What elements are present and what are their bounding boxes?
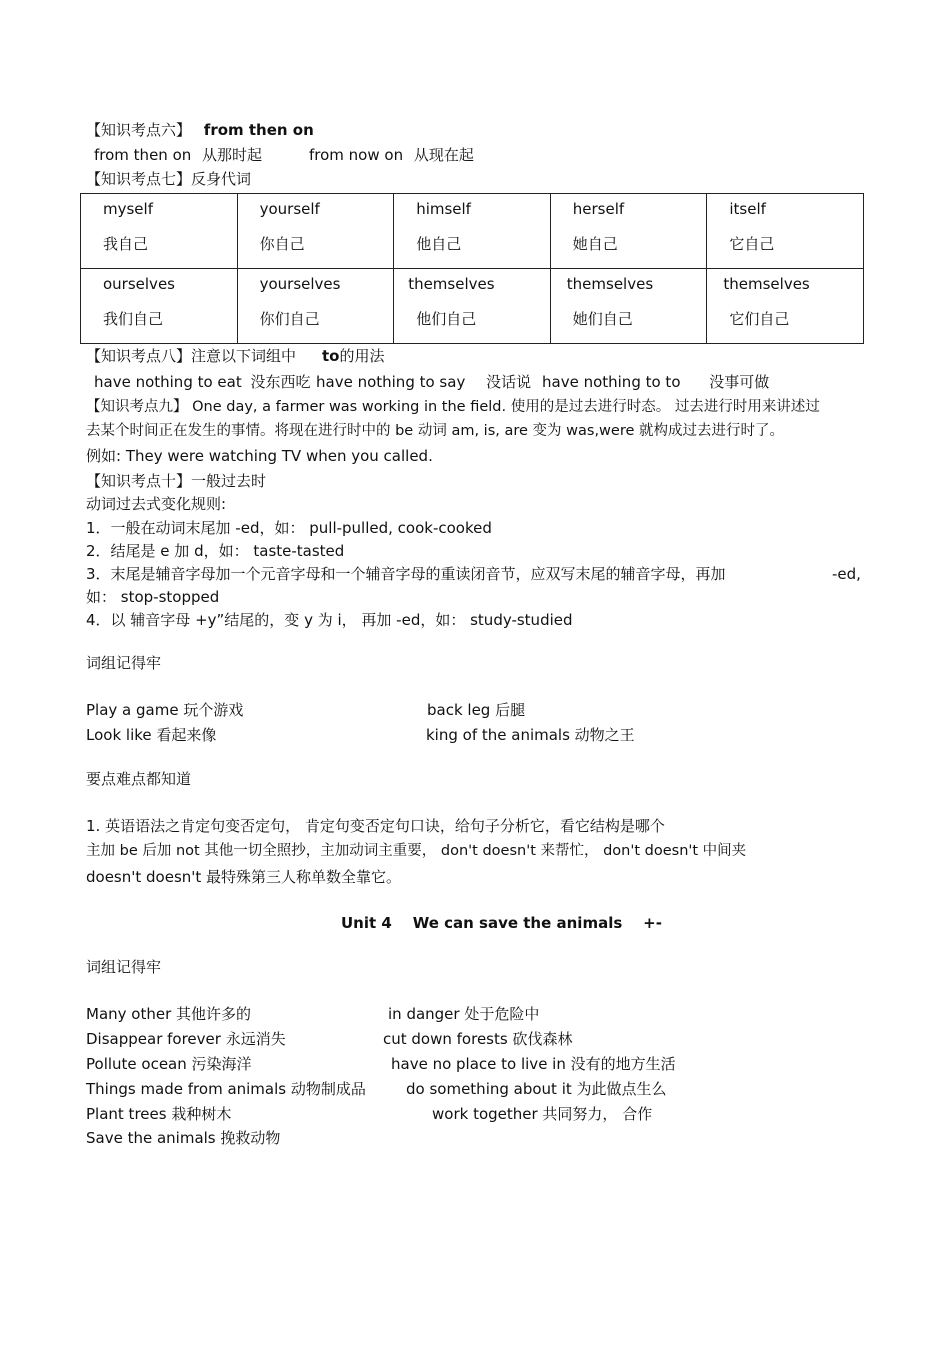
table-cell [550,269,707,344]
table-cell [81,269,238,344]
keypoints-line-1: 1. 英语语法之肯定句变否定句， 肯定句变否定句口诀，给句子分析它，看它结构是哪个 [86,817,665,835]
pronoun-zh: 你自己 [259,235,305,253]
k6-line [94,145,262,165]
k8-p1-en: have nothing to eat [94,373,242,391]
k8-head: 【知识考点八】注意以下词组中 [86,347,297,365]
table-cell [707,194,864,269]
pronoun-en: ourselves [103,275,175,293]
k8-tail: 的用法 [339,347,385,365]
k10-rule-1: 1．一般在动词末尾加 -ed，如： pull-pulled, cook-cooked [86,519,492,537]
k10-rule-2: 2．结尾是 e 加 d，如： taste-tasted [86,542,345,560]
k8-to: to [322,347,340,365]
phrase-right: do something about it 为此做点生么 [406,1080,667,1098]
k10-rule-3: 3．末尾是辅音字母加一个元音字母和一个辅音字母的重读闭音节，应双写末尾的辅音字母，再加 [86,565,726,583]
k8-p3-en: have nothing to to [542,373,681,391]
k6-head: 【知识考点六】 [86,121,192,139]
keypoints-title: 要点难点都知道 [86,770,192,788]
pronoun-en: themselves [408,275,495,293]
k7-heading: 【知识考点七】反身代词 [86,170,252,188]
k8-p1-zh: 没东西吃 [250,373,311,391]
phrase-left: Things made from animals 动物制成品 [86,1080,366,1098]
phrase-left: Disappear forever 永远消失 [86,1030,286,1048]
pronoun-zh: 你们自己 [259,310,320,328]
k9-line-1: 【知识考点九】 One day, a farmer was working in the field. 使用的是过去进行时态。 过去进行时用来讲述过 [86,399,820,415]
k8-heading [86,346,385,366]
phrase-right: have no place to live in 没有的地方生活 [391,1055,676,1073]
table-cell [237,194,394,269]
pronoun-en: themselves [723,275,810,293]
pronoun-zh: 他自己 [416,235,462,253]
k9-line-3: 例如: They were watching TV when you called. [86,447,433,465]
table-cell [707,269,864,344]
k8-phrase-3 [542,372,769,392]
pronoun-en: myself [103,200,153,218]
phrase-left: Look like 看起来像 [86,726,217,744]
pronoun-en: herself [572,200,625,218]
k6-phrase-a-en: from then on [94,146,192,164]
phrase-left: Save the animals 挽救动物 [86,1129,281,1147]
phrase-left: Pollute ocean 污染海洋 [86,1055,252,1073]
table-row [81,269,864,344]
phrase-right: in danger 处于危险中 [388,1005,540,1023]
k8-p2-en: have nothing to say [316,373,466,391]
pronoun-zh: 它们自己 [729,310,790,328]
k8-phrase-1 [94,372,311,392]
table-cell [394,194,551,269]
k6-phrase-b-en: from now on [309,146,404,164]
pronoun-zh: 我们自己 [103,310,164,328]
k10-rules-title: 动词过去式变化规则: [86,495,227,513]
unit-title: Unit 4 We can save the animals +- [341,914,662,932]
phrase-left: Play a game 玩个游戏 [86,701,244,719]
phrase-left: Many other 其他许多的 [86,1005,252,1023]
table-cell [550,194,707,269]
pronoun-en: yourself [259,200,320,218]
k10-rule-3-suffix: -ed, [832,565,861,583]
k9-line-2: 去某个时间正在发生的事情。将现在进行时中的 be 动词 am, is, are 变为 was,were 就构成过去进行时了。 [86,423,785,439]
k8-p3-zh: 没事可做 [709,373,770,391]
k6-phrase-a-zh: 从那时起 [202,146,263,164]
k8-phrase-2 [316,372,531,392]
k10-rule-3-example: 如： stop-stopped [86,588,220,606]
table-cell [81,194,238,269]
phrase-right: cut down forests 砍伐森林 [383,1030,573,1048]
pronoun-zh: 她们自己 [572,310,633,328]
phrases-title: 词组记得牢 [86,654,162,672]
table-cell [237,269,394,344]
phrase-right: back leg 后腿 [427,701,526,719]
pronoun-en: yourselves [259,275,341,293]
k10-rule-4: 4．以 辅音字母 +y”结尾的，变 y 为 i， 再加 -ed，如： study-studied [86,611,573,629]
pronoun-en: himself [416,200,471,218]
phrase-right: work together 共同努力， 合作 [432,1105,653,1123]
keypoints-line-3: doesn't doesn't 最特殊第三人称单数全靠它。 [86,868,402,886]
pronoun-en: themselves [566,275,654,293]
keypoints-line-2: 主加 be 后加 not 其他一切全照抄，主加动词主重要， don't doesn't 来帮忙， don't doesn't 中间夹 [86,843,747,859]
k6-phrase-b-zh: 从现在起 [413,146,474,164]
pronoun-zh: 她自己 [572,235,618,253]
table-row [81,194,864,269]
k6-heading [86,120,314,140]
k8-p2-zh: 没话说 [486,373,532,391]
phrases-title: 词组记得牢 [86,958,162,976]
k10-heading: 【知识考点十】一般过去时 [86,472,267,490]
pronoun-zh: 它自己 [729,235,775,253]
reflexive-pronoun-table [80,193,864,344]
pronoun-en: itself [729,200,766,218]
pronoun-zh: 我自己 [103,235,149,253]
phrase-right: king of the animals 动物之王 [426,726,635,744]
table-cell [394,269,551,344]
phrase-left: Plant trees 栽种树木 [86,1105,232,1123]
k6-line-b [309,145,474,165]
k6-title: from then on [203,121,314,139]
pronoun-zh: 他们自己 [416,310,477,328]
